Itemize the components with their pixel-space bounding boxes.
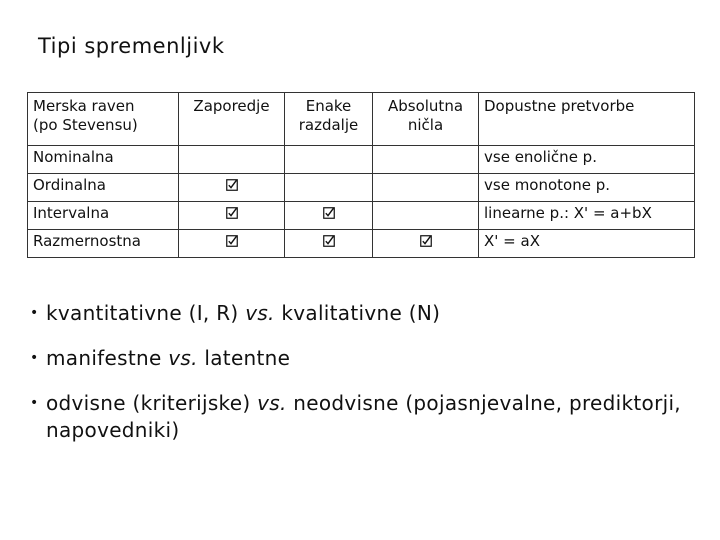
transformation-cell: vse enolične p. bbox=[479, 146, 695, 174]
bullet-text: latentne bbox=[197, 346, 291, 370]
level-name: Intervalna bbox=[28, 202, 179, 230]
bullet-icon: • bbox=[30, 305, 39, 321]
equal-distances-cell bbox=[285, 202, 373, 230]
header-level: Merska raven (po Stevensu) bbox=[28, 93, 179, 146]
table-header-row bbox=[28, 93, 695, 146]
equal-distances-cell bbox=[285, 230, 373, 258]
bullet-icon: • bbox=[30, 350, 39, 366]
bullet-text: manifestne bbox=[46, 346, 169, 370]
bullet-text: kvalitativne (N) bbox=[274, 301, 441, 325]
bullet-versus: vs. bbox=[257, 391, 287, 415]
table-row bbox=[28, 174, 695, 202]
bullet-icon: • bbox=[30, 395, 39, 411]
level-name: Ordinalna bbox=[28, 174, 179, 202]
absolute-zero-cell bbox=[373, 146, 479, 174]
level-name: Razmernostna bbox=[28, 230, 179, 258]
checked-box-icon bbox=[226, 207, 238, 219]
bullet-versus: vs. bbox=[168, 346, 198, 370]
checked-box-icon bbox=[420, 235, 432, 247]
header-transformations: Dopustne pretvorbe bbox=[479, 93, 695, 146]
measurement-levels-table bbox=[27, 92, 695, 258]
table-row bbox=[28, 202, 695, 230]
header-equal-distances: Enake razdalje bbox=[285, 93, 373, 146]
checked-box-icon bbox=[323, 235, 335, 247]
header-order: Zaporedje bbox=[179, 93, 285, 146]
transformation-cell: X' = aX bbox=[479, 230, 695, 258]
table-row bbox=[28, 146, 695, 174]
bullet-versus: vs. bbox=[245, 301, 275, 325]
checked-box-icon bbox=[226, 235, 238, 247]
equal-distances-cell bbox=[285, 174, 373, 202]
transformation-cell: linearne p.: X' = a+bX bbox=[479, 202, 695, 230]
equal-distances-cell bbox=[285, 146, 373, 174]
checked-box-icon bbox=[323, 207, 335, 219]
checked-box-icon bbox=[226, 179, 238, 191]
page-title: Tipi spremenljivk bbox=[38, 34, 225, 58]
transformation-cell: vse monotone p. bbox=[479, 174, 695, 202]
bullet-text: kvantitativne (I, R) bbox=[46, 301, 246, 325]
bullet-item bbox=[30, 390, 690, 444]
bullet-item bbox=[30, 345, 690, 372]
order-cell bbox=[179, 202, 285, 230]
bullet-list bbox=[30, 300, 690, 462]
level-name: Nominalna bbox=[28, 146, 179, 174]
bullet-text: odvisne (kriterijske) bbox=[46, 391, 258, 415]
bullet-text: neodvisne (pojasnjevalne, prediktorji, napovedniki) bbox=[46, 391, 681, 442]
order-cell bbox=[179, 146, 285, 174]
absolute-zero-cell bbox=[373, 202, 479, 230]
header-absolute-zero: Absolutna ničla bbox=[373, 93, 479, 146]
bullet-item bbox=[30, 300, 690, 327]
table-row bbox=[28, 230, 695, 258]
absolute-zero-cell bbox=[373, 230, 479, 258]
absolute-zero-cell bbox=[373, 174, 479, 202]
order-cell bbox=[179, 230, 285, 258]
order-cell bbox=[179, 174, 285, 202]
